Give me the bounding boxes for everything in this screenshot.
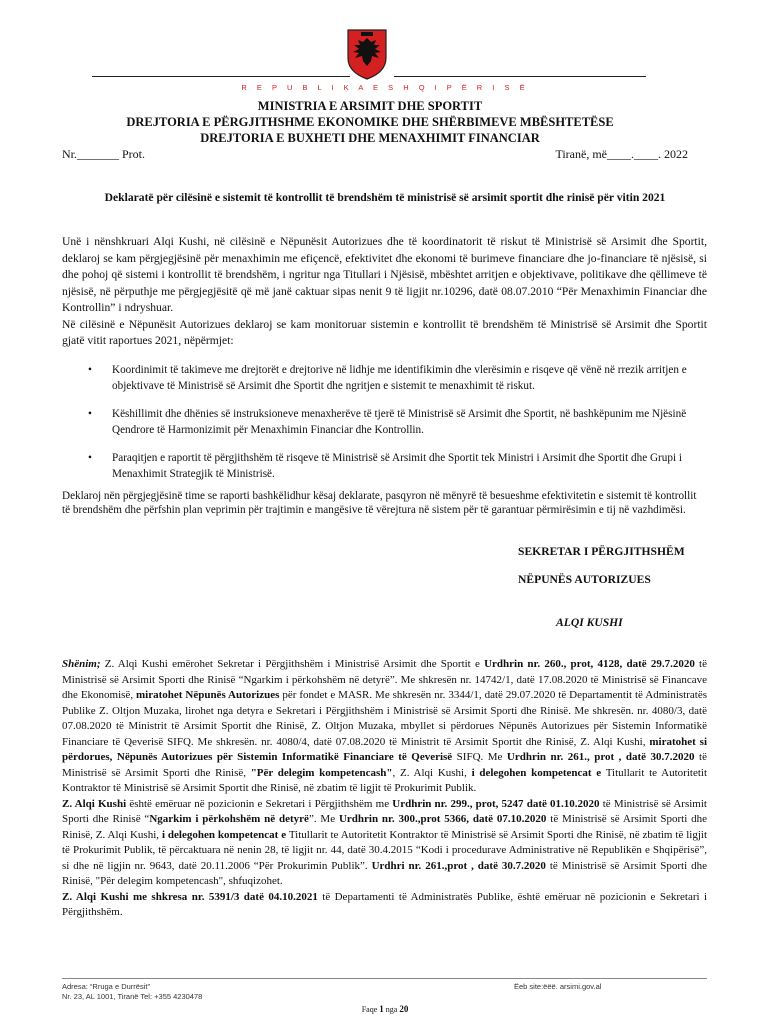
republic-label: R E P U B L I K A E S H Q I P Ë R I S Ë (241, 83, 529, 92)
note-paragraph-3 (62, 890, 707, 921)
albania-emblem (345, 28, 389, 80)
page-number (0, 1004, 770, 1014)
list-item-text: Këshillimit dhe dhënies së instruksioneve menaxherëve të tjerë të Ministrisë së Arsimit dhe Sportit, në bashkëpunim me Njësinë Qendrore të Harmonizimit për Menaxhimin Financiar dhe Kontrollin. (112, 408, 687, 436)
protocol-number: Nr._______ Prot. (62, 147, 146, 161)
intro-paragraph-2: Në cilësinë e Nëpunësit Autorizues deklaroj se kam monitoruar sistemin e kontrollit të brendshëm të Ministrisë së Arsimit dhe Sportit gjatë vitit raportues 2021, nëpërmjet: (62, 317, 707, 347)
note-section (62, 657, 707, 921)
footer-address-line-2: Nr. 23, AL 1001, Tiranë Tel: +355 4230478 (62, 992, 203, 1001)
signature-role-1: SEKRETAR I PËRGJITHSHËM (518, 545, 685, 558)
page-total: 20 (399, 1004, 409, 1014)
list-item (88, 407, 708, 438)
footer-address (62, 982, 202, 1002)
intro-section (62, 234, 707, 350)
intro-paragraph-1: Unë i nënshkruari Alqi Kushi, në cilësinë e Nëpunësit Autorizues dhe të koordinatorit të riskut të Ministrisë së Arsimit dhe Sportit, deklaroj se kam përgjegjësinë për menaxhimin me efiçencë, efektivitet dhe ekonomi të burimeve financiare dhe jo-financiare të njësisë, si dhe pohoj që sistemi i kontrollit të brendshëm, i ngritur nga Titullari i Njësisë, mbështet arritjen e objektivave, politikave dhe qëllimeve të njësisë, në përputhje me përgjegjësitë që më janë caktuar sipas nenit 9 të ligjit nr.10296, datë 08.07.2010 “Për Menaxhimin Financiar dhe Kontrollin” i ndryshuar. (62, 235, 707, 314)
list-item (88, 451, 708, 482)
header-rule-right (394, 76, 646, 77)
note-text: Z. Alqi Kushi emërohet Sekretar i Përgjithshëm i Ministrisë Arsimit dhe Sportit e (100, 658, 485, 670)
note-text: të Departamenti të Administratës Publike, është emëruar në pozicionin e Sekretari i Përgjithshëm. (62, 890, 707, 918)
note-bold: Urdhrin nr. 260., prot, 4128, datë 29.7.2020 (484, 658, 695, 670)
note-text: të Ministrisë së Arsimit Sporti dhe Rinisë “ (62, 797, 707, 825)
header-rule-left (92, 76, 350, 77)
note-label: Shënim; (62, 658, 101, 670)
bullet-icon: • (88, 364, 92, 376)
note-text: të Ministrisë së Arsimit Sporti dhe Rinisë, Z. Alqi Kushi, (62, 813, 708, 841)
note-bold: Urdhrin nr. 261., prot , datë 30.7.2020 (506, 751, 695, 763)
note-paragraph-1 (62, 657, 707, 797)
note-text: është emëruar në pozicionin e Sekretari i Përgjithshëm me (126, 797, 393, 810)
list-item-text: Paraqitjen e raportit të përgjithshëm të risqeve të Ministrisë së Arsimit dhe Sportit tek Ministri i Arsimit dhe Sportit dhe Grupi i Menaxhimit Strategjik të Ministrisë. (112, 452, 682, 480)
page-separator: nga (383, 1005, 400, 1014)
note-text: Titullarit te Autoritetit Kontraktor të Ministrisë së Arsimit Sporti dhe Rinisë, në zbatim të ligjit të Prokurimit Publik, të përcaktuara në nenin 28, të ligjit nr. 44, datë 30.4.2015 “Kodi i procedurave Administrative në Republikën e Shqipërisë”, si dhe në ligjin nr. 9643, datë 20.11.2006 “Për Prokurimin Publik”. (62, 828, 708, 872)
note-bold: Z. Alqi Kushi (62, 797, 127, 810)
bullet-icon: • (88, 452, 92, 464)
note-bold: Urdhrin nr. 299., prot, 5247 datë 01.10.2020 (392, 797, 600, 810)
note-text: SIFQ. Me (452, 751, 507, 763)
note-text: Titullarit te Autoritetit Kontraktor të Ministrisë së Arsimit Sportit dhe Rinisë, në zbatim të ligjit të Prokurimit Publik. (62, 766, 707, 794)
note-text: të Ministrisë së Arsimit Sporti dhe Rinisë, "Për delegim kompetencash", shfuqizohet. (62, 859, 707, 887)
note-paragraph-2 (62, 797, 707, 890)
note-text: për fondet e MASR. Me shkresën nr. 3344/1, datë 29.07.2020 të Departamentit të Administratës Publike Z. Oltjon Muzaka, lirohet nga detyra e Sekretari i Përgjithshëm i Ministrisë së Arsimit Sporti dhe Rinisë. Me shkresën. nr. 4080/3, datë 07.08.2020 të Ministrit të Arsimit Sportit dhe Rinisë, Z. Oltjon Muzaka, mbyllet si përdorues Nëpunës Autorizues për Sistemin Informatikë Financiare të Qeverisë SIFQ. Me shkresën. nr. 4080/4, datë 07.08.2020 të Ministrit të Arsimit Sportit dhe Rinisë, Z. Alqi Kushi, (62, 689, 707, 748)
note-bold: Z. Alqi Kushi me shkresa nr. 5391/3 datë 04.10.2021 (62, 890, 318, 903)
place-date: Tiranë, më____.____. 2022 (555, 147, 688, 161)
directorate-general-name: DREJTORIA E PËRGJITHSHME EKONOMIKE DHE SHËRBIMEVE MBËSHTETËSE (126, 115, 614, 129)
list-item-text: Koordinimit të takimeve me drejtorët e drejtorive në lidhje me identifikimin dhe vlerësimin e risqeve që vënë në rrezik arritjen e objektivave të Ministrisë së Arsimit dhe Sportit dhe ngritjen e sistemit te menaxhimit të riskut. (112, 364, 687, 392)
note-bold: miratohet Nëpunës Autorizues (136, 689, 280, 701)
signatory-name: ALQI KUSHI (556, 616, 623, 629)
bullet-list (88, 363, 708, 495)
footer-address-line-1: Adresa: “Rruga e Durrësit” (62, 982, 150, 991)
ministry-name: MINISTRIA E ARSIMIT DHE SPORTIT (257, 99, 483, 113)
note-bold: miratohet si përdorues, Nëpunës Autorizues për Sistemin Informatikë Financiare të Qeverisë (62, 735, 707, 763)
declaration-paragraph: Deklaroj nën përgjegjësinë time se raporti bashkëlidhur kësaj deklarate, pasqyron në mënyrë të besueshme efektivitetin e sistemit të kontrollit të brendshëm dhe përfshin plan veprimin për trajtimin e mangësive të vërejtura në sistem për të garantuar përmirësimin e tij në vazhdimësi. (62, 490, 697, 516)
directorate-name: DREJTORIA E BUXHETI DHE MENAXHIMIT FINANCIAR (200, 131, 540, 145)
signature-role-2: NËPUNËS AUTORIZUES (518, 573, 651, 586)
note-bold: Ngarkim i përkohshëm në detyrë (149, 813, 309, 825)
footer-website: Ëeb site:ëëë. arsimi.gov.al (514, 982, 602, 991)
note-text: të Ministrisë së Arsimit Sporti dhe Rinisë, (62, 751, 707, 779)
footer-divider (62, 978, 707, 979)
bullet-icon: • (88, 408, 92, 420)
note-bold: i delegohen kompetencat e (471, 766, 602, 779)
page-current: 1 (379, 1004, 384, 1014)
note-bold: Urdhri nr. 261.,prot , datë 30.7.2020 (371, 859, 546, 872)
note-text: , Z. Alqi Kushi, (392, 766, 472, 779)
note-text: ”. Me (308, 813, 339, 825)
document-title: Deklaratë për cilësinë e sistemit të kontrollit të brendshëm të ministrisë së arsimit sportit dhe rinisë për vitin 2021 (104, 191, 666, 204)
note-text: të Ministrisë së Arsimit Sporti dhe Rinisë “Ngarkim i përkohshëm në detyrë”. Me shkresën nr. 14742/1, datë 17.08.2020 të Ministrisë së Financave dhe Ekonomisë, (62, 658, 707, 701)
page-prefix: Faqe (361, 1005, 380, 1014)
note-bold: "Për delegim kompetencash" (250, 766, 393, 779)
list-item (88, 363, 708, 394)
note-bold: Urdhrin nr. 300.,prot 5366, datë 07.10.2020 (338, 813, 547, 825)
note-bold: i delegohen kompetencat e (161, 828, 287, 841)
